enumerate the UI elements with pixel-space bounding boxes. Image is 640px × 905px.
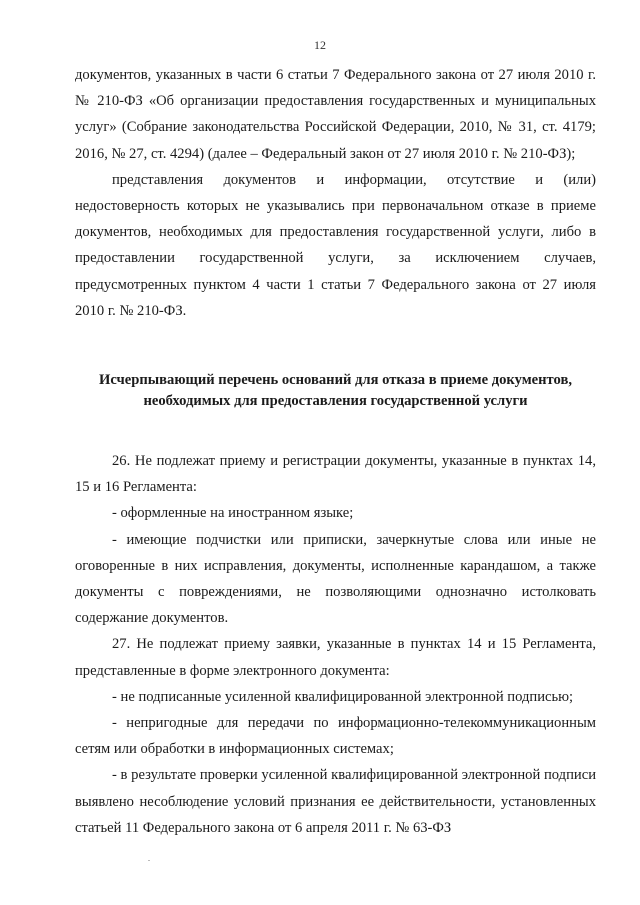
clause-27-item-signature-check: - в результате проверки усиленной квалифицированной электронной подписи выявлено несоблюдение условий признания ее действительности, установленных статьей 11 Федерального закона от 6 апреля 2011 г. № 63-ФЗ	[75, 767, 596, 836]
paragraph-documents-continuation: документов, указанных в части 6 статьи 7 Федерального закона от 27 июля 2010 г. № 210-ФЗ «Об организации предоставления государственных и муниципальных услуг» (Собрание законодательства Российской Федерации, 2010, № 31, ст. 4179; 2016, № 27, ст. 4294) (далее – Федеральный закон от 27 июля 2010 г. № 210-ФЗ);	[75, 67, 596, 162]
clause-26-item-foreign-language: - оформленные на иностранном языке;	[112, 505, 354, 522]
clause-26-item-corrections: - имеющие подчистки или приписки, зачеркнутые слова или иные не оговоренные в них исправления, документы, исполненные карандашом, а также документы с повреждениями, не позволяющими однозначно истолковать содержание документов.	[75, 531, 596, 627]
section-heading-line2: необходимых для предоставления государственной услуги	[143, 393, 528, 410]
clause-27-item-unsigned: - не подписанные усиленной квалифицированной электронной подписью;	[112, 688, 574, 705]
page-number: 12	[314, 38, 326, 52]
clause-26-intro: 26. Не подлежат приему и регистрации документы, указанные в пунктах 14, 15 и 16 Регламента:	[75, 453, 596, 496]
scan-speck	[148, 860, 150, 861]
section-heading-line1: Исчерпывающий перечень оснований для отказа в приеме документов,	[99, 372, 572, 389]
clause-27-item-unsuitable: - непригодные для передачи по информационно-телекоммуникационным сетям или обработки в информационных системах;	[75, 715, 596, 758]
section-heading	[75, 370, 596, 412]
paragraph-representation: представления документов и информации, отсутствие и (или) недостоверность которых не указывались при первоначальном отказе в приеме документов, необходимых для предоставления государственной услуги, либо в предоставлении государственной услуги, за исключением случаев, предусмотренных пунктом 4 части 1 статьи 7 Федерального закона от 27 июля 2010 г. № 210-ФЗ.	[75, 171, 596, 319]
clause-27-intro: 27. Не подлежат приему заявки, указанные в пунктах 14 и 15 Регламента, представленные в форме электронного документа:	[75, 636, 596, 679]
